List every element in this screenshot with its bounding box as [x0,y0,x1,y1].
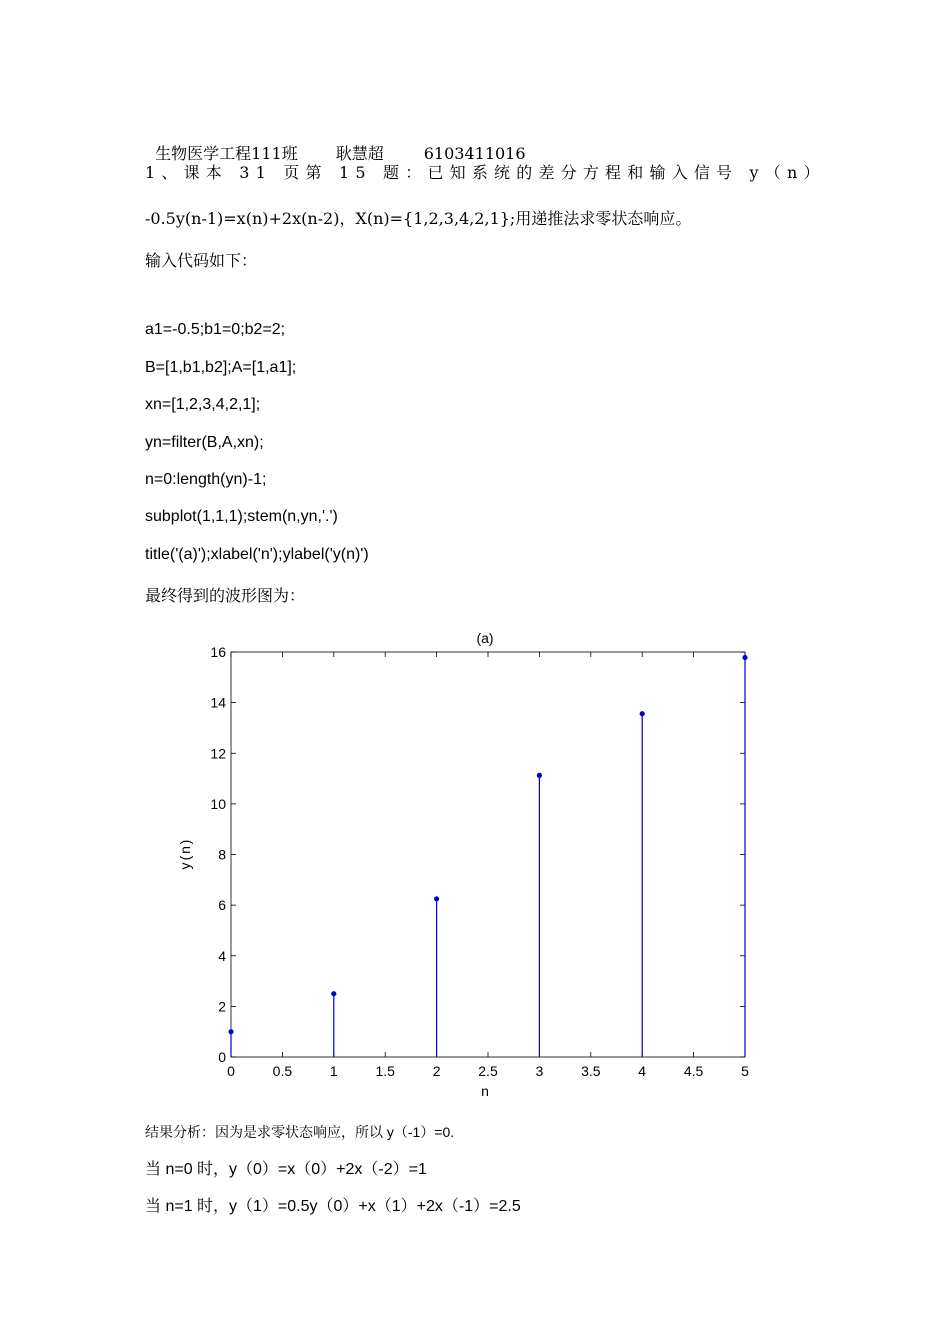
chart-title: (a) [476,630,494,646]
y-tick-label: 14 [210,694,226,711]
y-tick-label: 10 [210,795,226,812]
x-axis-label: n [481,1083,489,1099]
problem-line-2: -0.5y(n-1)=x(n)+2x(n-2)，X(n)={1,2,3,4,2,1};用递推法求零状态响应。 [145,209,692,228]
x-tick-label: 3.5 [581,1063,601,1079]
x-tick-label: 0.5 [272,1063,293,1079]
stem-marker [228,1029,233,1034]
code-line: subplot(1,1,1);stem(n,yn,'.') [145,508,338,525]
y-axis-label-glyph: n [177,846,193,854]
y-tick-label: 2 [218,998,226,1015]
y-axis-label-glyph: y [177,862,193,870]
stem-marker [537,773,542,778]
code-line: yn=filter(B,A,xn); [145,434,264,451]
x-tick-label: 1.5 [375,1063,395,1079]
stem-marker [742,655,747,660]
y-axis-label-glyph: ) [177,839,193,845]
analysis-step-1: 当 n=1 时，y（1）=0.5y（0）+x（1）+2x（-1）=2.5 [145,1198,521,1215]
analysis-step-0: 当 n=0 时，y（0）=x（0）+2x（-2）=1 [145,1161,427,1178]
stem-marker [434,896,439,901]
y-tick-label: 16 [210,644,226,660]
code-line: a1=-0.5;b1=0;b2=2; [145,321,286,338]
y-tick-label: 12 [210,745,226,762]
x-tick-label: 1 [329,1063,338,1079]
x-tick-label: 4 [638,1063,647,1079]
code-line: n=0:length(yn)-1; [145,471,267,488]
x-tick-label: 2.5 [478,1063,498,1079]
x-tick-label: 4.5 [683,1063,704,1079]
x-tick-label: 3 [535,1063,544,1079]
y-tick-label: 8 [218,846,226,863]
x-tick-label: 2 [432,1063,441,1079]
x-tick-label: 0 [227,1063,235,1079]
figure-caption: 最终得到的波形图为： [145,586,306,605]
y-tick-label: 4 [218,947,226,964]
student-id: 6103411016 [423,144,526,163]
code-line: title('(a)');xlabel('n');ylabel('y(n)') [145,546,369,563]
code-intro: 输入代码如下： [145,251,258,270]
code-line: B=[1,b1,b2];A=[1,a1]; [145,359,297,376]
plot-frame [231,652,745,1057]
class-name: 生物医学工程111班 [155,144,298,163]
y-axis-label-glyph: ( [177,855,193,861]
y-tick-label: 6 [218,897,226,914]
code-line: xn=[1,2,3,4,2,1]; [145,396,261,413]
y-tick-label: 0 [218,1049,226,1065]
x-tick-label: 5 [741,1063,749,1079]
problem-line-1: 1、课本 31 页第 15 题：已知系统的差分方程和输入信号 y（n） [145,163,826,182]
stem-marker [331,991,336,996]
stem-marker [640,711,645,716]
analysis-intro: 结果分析：因为是求零状态响应，所以 y（-1）=0. [145,1124,455,1140]
student-name: 耿慧超 [335,144,384,163]
